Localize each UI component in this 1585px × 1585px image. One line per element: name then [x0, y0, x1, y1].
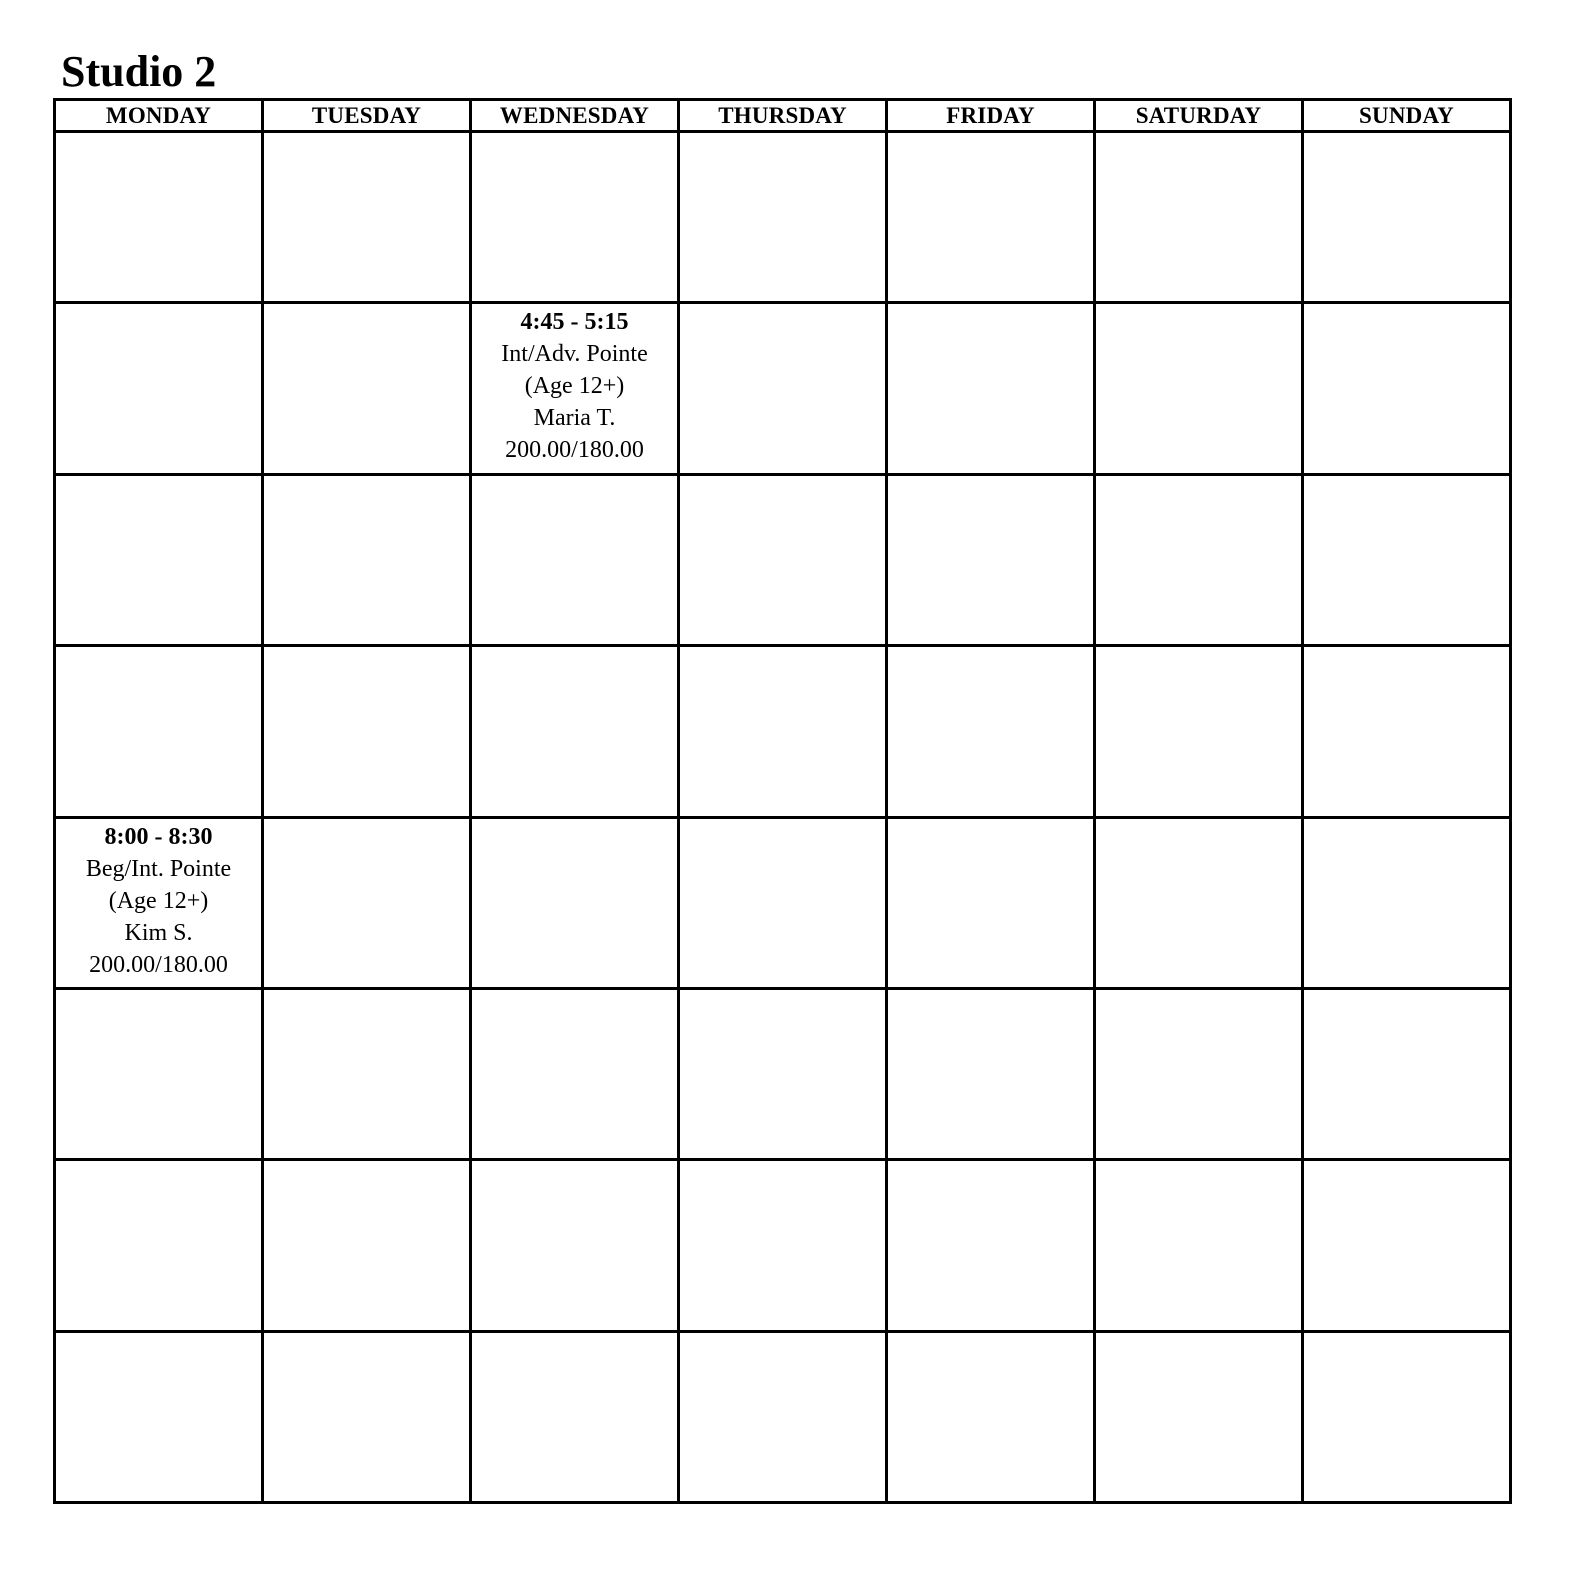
schedule-cell [471, 646, 679, 817]
schedule-cell [471, 1331, 679, 1502]
day-header-monday: MONDAY [55, 100, 263, 132]
class-age-group: (Age 12+) [108, 887, 209, 914]
schedule-cell [1303, 474, 1511, 645]
schedule-cell [679, 817, 887, 988]
schedule-cell [887, 646, 1095, 817]
schedule-cell [679, 988, 887, 1159]
class-name: Int/Adv. Pointe [501, 341, 648, 368]
schedule-cell [1095, 988, 1303, 1159]
day-header-wednesday: WEDNESDAY [471, 100, 679, 132]
schedule-cell [1303, 988, 1511, 1159]
schedule-cell [1303, 132, 1511, 303]
schedule-row [55, 303, 1511, 474]
schedule-cell [1303, 1331, 1511, 1502]
schedule-cell [263, 988, 471, 1159]
schedule-cell [263, 132, 471, 303]
schedule-cell [1303, 303, 1511, 474]
schedule-cell [55, 1331, 263, 1502]
schedule-cell [263, 1160, 471, 1331]
schedule-row [55, 132, 1511, 303]
schedule-cell [471, 132, 679, 303]
class-time: 8:00 - 8:30 [104, 823, 213, 850]
schedule-row [55, 817, 1511, 988]
schedule-cell [887, 1160, 1095, 1331]
schedule-cell [263, 646, 471, 817]
schedule-cell [1095, 474, 1303, 645]
schedule-cell [887, 988, 1095, 1159]
schedule-cell [1095, 303, 1303, 474]
day-header-sunday: SUNDAY [1303, 100, 1511, 132]
schedule-cell [1303, 646, 1511, 817]
schedule-cell [679, 1331, 887, 1502]
schedule-row [55, 1160, 1511, 1331]
schedule-cell [679, 132, 887, 303]
class-teacher: Maria T. [533, 405, 616, 432]
schedule-cell [679, 646, 887, 817]
schedule-cell [887, 817, 1095, 988]
schedule-cell [263, 1331, 471, 1502]
schedule-body [55, 132, 1511, 1503]
schedule-row [55, 646, 1511, 817]
schedule-cell [471, 817, 679, 988]
day-header-saturday: SATURDAY [1095, 100, 1303, 132]
day-header-thursday: THURSDAY [679, 100, 887, 132]
day-header-tuesday: TUESDAY [263, 100, 471, 132]
schedule-cell [887, 132, 1095, 303]
schedule-cell [1095, 817, 1303, 988]
schedule-cell [263, 817, 471, 988]
schedule-row [55, 988, 1511, 1159]
class-entry [56, 819, 261, 981]
schedule-row [55, 474, 1511, 645]
class-price: 200.00/180.00 [89, 951, 228, 978]
class-time: 4:45 - 5:15 [520, 309, 629, 336]
schedule-cell [887, 474, 1095, 645]
schedule-cell [679, 1160, 887, 1331]
schedule-cell [679, 474, 887, 645]
schedule-cell [1303, 1160, 1511, 1331]
day-header-friday: FRIDAY [887, 100, 1095, 132]
schedule-cell [55, 303, 263, 474]
schedule-row [55, 1331, 1511, 1502]
schedule-cell [679, 303, 887, 474]
schedule-cell [1095, 1160, 1303, 1331]
page-title: Studio 2 [61, 47, 217, 96]
day-header-row [55, 100, 1511, 132]
schedule-cell [55, 132, 263, 303]
class-price: 200.00/180.00 [505, 437, 644, 464]
class-name: Beg/Int. Pointe [85, 855, 232, 882]
schedule-cell [1303, 817, 1511, 988]
schedule-cell [263, 303, 471, 474]
schedule-cell [471, 988, 679, 1159]
weekly-schedule-table [53, 98, 1512, 1504]
schedule-cell [55, 817, 263, 988]
schedule-cell [1095, 1331, 1303, 1502]
schedule-cell [55, 988, 263, 1159]
schedule-cell [471, 474, 679, 645]
schedule-cell [55, 474, 263, 645]
schedule-cell [55, 1160, 263, 1331]
schedule-cell [887, 303, 1095, 474]
class-teacher: Kim S. [124, 919, 193, 946]
schedule-cell [887, 1331, 1095, 1502]
schedule-cell [55, 646, 263, 817]
class-entry [472, 304, 677, 466]
schedule-cell [1095, 132, 1303, 303]
schedule-cell [1095, 646, 1303, 817]
class-age-group: (Age 12+) [524, 373, 625, 400]
schedule-cell [263, 474, 471, 645]
schedule-cell [471, 303, 679, 474]
schedule-cell [471, 1160, 679, 1331]
